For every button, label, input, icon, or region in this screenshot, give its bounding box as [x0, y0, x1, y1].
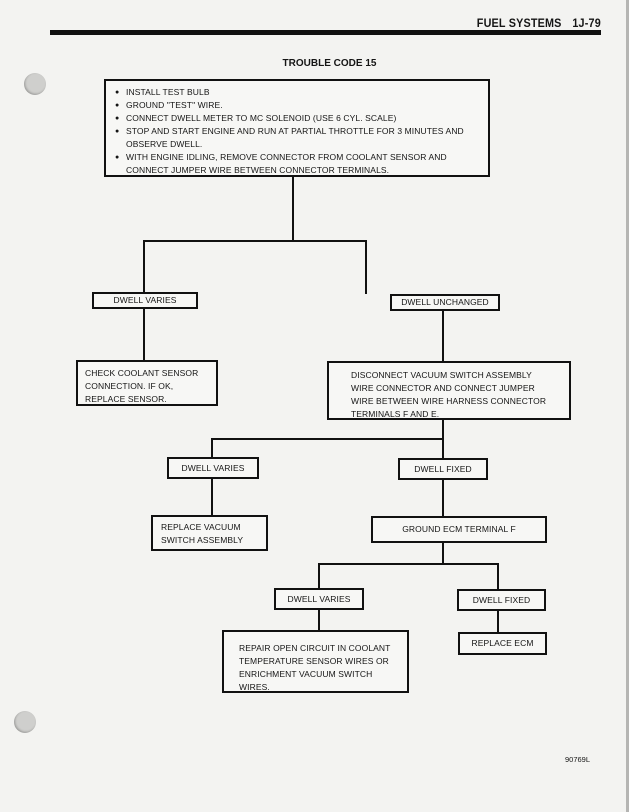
connector-line — [442, 420, 444, 440]
action-disconnect-vacuum-switch: DISCONNECT VACUUM SWITCH ASSEMBLY WIRE CONNECTOR AND CONNECT JUMPER WIRE BETWEEN WIRE HARNESS CONNECTOR TERMINALS F AND E. — [327, 361, 571, 420]
condition-dwell-varies: DWELL VARIES — [274, 588, 364, 610]
connector-line — [442, 311, 444, 362]
action-repair-open-circuit: REPAIR OPEN CIRCUIT IN COOLANT TEMPERATURE SENSOR WIRES OR ENRICHMENT VACUUM SWITCH WIRES. — [222, 630, 409, 693]
page-number: 1J-79 — [572, 16, 601, 30]
connector-line — [442, 438, 444, 458]
chart-title: TROUBLE CODE 15 — [282, 58, 377, 69]
connector-line — [211, 438, 213, 458]
condition-dwell-varies: DWELL VARIES — [167, 457, 259, 479]
section-title: FUEL SYSTEMS — [476, 16, 562, 30]
header-rule — [50, 30, 601, 35]
start-procedure-box — [104, 79, 490, 177]
step-item: ● INSTALL TEST BULB — [112, 86, 482, 99]
connector-line — [318, 610, 320, 632]
connector-line — [318, 563, 498, 565]
connector-line — [442, 480, 444, 517]
action-check-coolant-sensor: CHECK COOLANT SENSOR CONNECTION. IF OK, REPLACE SENSOR. — [76, 360, 218, 406]
connector-line — [497, 563, 499, 589]
connector-line — [211, 438, 444, 440]
connector-line — [497, 611, 499, 634]
connector-line — [211, 479, 213, 517]
condition-dwell-varies: DWELL VARIES — [92, 292, 198, 309]
connector-line — [143, 309, 145, 361]
condition-dwell-unchanged: DWELL UNCHANGED — [390, 294, 500, 311]
page-header — [466, 16, 601, 30]
step-item: ● GROUND "TEST" WIRE. — [112, 99, 482, 112]
action-replace-ecm: REPLACE ECM — [458, 632, 547, 655]
condition-dwell-fixed: DWELL FIXED — [457, 589, 546, 611]
punch-hole — [24, 73, 46, 95]
step-item: ● STOP AND START ENGINE AND RUN AT PARTIAL THROTTLE FOR 3 MINUTES AND OBSERVE DWELL. — [112, 125, 482, 151]
connector-line — [143, 240, 367, 242]
connector-line — [318, 563, 320, 589]
step-item: ● WITH ENGINE IDLING, REMOVE CONNECTOR FROM COOLANT SENSOR AND CONNECT JUMPER WIRE BETWEEN CONNECTOR TERMINALS. — [112, 151, 482, 177]
punch-hole — [14, 711, 36, 733]
connector-line — [143, 240, 145, 293]
figure-code: 90769L — [565, 755, 591, 764]
condition-dwell-fixed: DWELL FIXED — [398, 458, 488, 480]
connector-line — [292, 177, 294, 242]
step-item: ● CONNECT DWELL METER TO MC SOLENOID (USE 6 CYL. SCALE) — [112, 112, 482, 125]
action-ground-ecm-terminal: GROUND ECM TERMINAL F — [371, 516, 547, 543]
connector-line — [442, 543, 444, 565]
connector-line — [365, 240, 367, 294]
step-list — [112, 86, 482, 177]
action-replace-vacuum-switch: REPLACE VACUUM SWITCH ASSEMBLY — [151, 515, 268, 551]
